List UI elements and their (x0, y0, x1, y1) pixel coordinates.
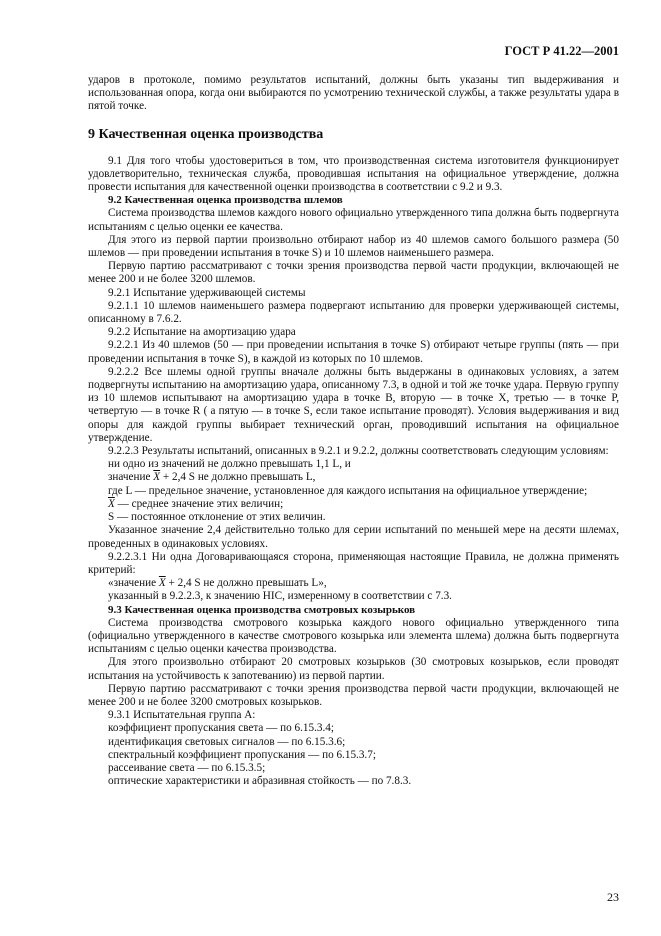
list-item: оптические характеристики и абразивная стойкость — по 7.8.3. (108, 775, 412, 788)
note-2-4: Указанное значение 2,4 действительно только для серии испытаний по меньшей мере на десяти шлемах, проведенных в одинаковых условиях. (88, 524, 619, 550)
page-header: ГОСТ Р 41.22—2001 (504, 44, 619, 58)
paragraph-9-2-c: Первую партию рассматривают с точки зрения производства первой части продукции, включающей не менее 200 и не более 3200 шлемов. (88, 260, 619, 286)
where-l: где L — предельное значение, установленное для каждого испытания на официальное утверждение; (108, 484, 588, 497)
x-bar-symbol: $\overline{X}$ (158, 577, 166, 590)
paragraph-9-2-2-1: 9.2.2.1 Из 40 шлемов (50 — при проведении испытания в точке S) отбирают четыре группы (пять — при проведении испытания в точке S), в каждой из которых по 10 шлемов. (88, 339, 619, 365)
paragraph-9-2-2: 9.2.2 Испытание на амортизацию удара (108, 326, 296, 339)
heading-9-3: 9.3 Качественная оценка производства смотровых козырьков (108, 603, 416, 616)
section-9-heading: 9 Качественная оценка производства (88, 126, 324, 142)
paragraph-9-3-a: Система производства смотрового козырька каждого нового официально утвержденного типа (официально утвержденного в качестве смотрового козырька или элемента шлема) должна быть подвергнута испытаниям с целью оценки качества производства. (88, 616, 619, 656)
paragraph-9-3-c: Первую партию рассматривают с точки зрения производства первой части продукции, включающей не менее 200 и не более 3200 смотровых козырьков. (88, 682, 619, 708)
paragraph-9-2-2-3: 9.2.2.3 Результаты испытаний, описанных в 9.2.1 и 9.2.2, должны соответствовать следующим условиям: (108, 445, 609, 458)
paragraph-9-2-1-1: 9.2.1.1 10 шлемов наименьшего размера подвергают испытанию для проверки удерживающей системы, описанному в 7.6.2. (88, 299, 619, 326)
list-item: спектральный коэффициент пропускания — по 6.15.3.7; (108, 748, 376, 761)
criterion: «значение $\overline{X} + 2,4$ S не должно превышать L», (108, 577, 327, 590)
list-item: идентификация световых сигналов — по 6.15.3.6; (108, 735, 346, 748)
where-s: S — постоянное отклонение от этих величин. (108, 511, 326, 524)
list-item: рассеивание света — по 6.15.3.5; (108, 761, 266, 774)
list-item: коэффициент пропускания света — по 6.15.3.4; (108, 722, 334, 735)
paragraph-9-1: 9.1 Для того чтобы удостовериться в том, что производственная система изготовителя функционирует удовлетворительно, техническая служба, проводившая испытания на официальное утверждение, должна провести испытания для качественной оценки производства в соответствии с 9.2 и 9.3. (88, 154, 619, 194)
paragraph-9-2-b: Для этого из первой партии произвольно отбирают набор из 40 шлемов самого большого размера (50 шлемов — при проведении испытания в точке S) и 10 шлемов наименьшего размера. (88, 233, 619, 260)
heading-9-2: 9.2 Качественная оценка производства шлемов (108, 194, 343, 207)
paragraph-9-2-a: Система производства шлемов каждого нового официально утвержденного типа должна быть подвергнута испытаниям с целью оценки ее качества. (88, 207, 619, 233)
criterion-reference: указанный в 9.2.2.3, к значению HIC, измеренному в соответствии с 7.3. (108, 590, 452, 603)
paragraph-9-3-b: Для этого произвольно отбирают 20 смотровых козырьков (30 смотровых козырьков, если проводят испытания на устойчивость к запотеванию) из первой партии. (88, 656, 619, 682)
x-bar-symbol: $\overline{X}$ (153, 471, 161, 484)
paragraph-9-2-2-3-1: 9.2.2.3.1 Ни одна Договаривающаяся сторона, применяющая настоящие Правила, не должна применять критерий: (88, 550, 619, 576)
x-bar-symbol: $\overline{X}$ (108, 497, 115, 510)
page-body (88, 74, 619, 788)
paragraph-9-3-1: 9.3.1 Испытательная группа А: (108, 709, 256, 722)
intro-paragraph: ударов в протоколе, помимо результатов испытаний, должны быть указаны тип выдерживания и использованная опора, когда они выбираются по усмотрению технической службы, а также результаты удара в пятой точке. (88, 74, 619, 113)
condition-1: ни одно из значений не должно превышать 1,1 L, и (108, 458, 351, 471)
where-x: $\overline{X}$ — среднее значение этих величин; (108, 497, 284, 510)
paragraph-9-2-2-2: 9.2.2.2 Все шлемы одной группы вначале должны быть выдержаны в одинаковых условиях, а затем подвергнуты испытанию на амортизацию удара, описанному 7.3, в одной и той же точке удара. Первую группу из 10 шлемов испытывают на амортизацию удара в точке В, вторую — в точке X, третью — в точке Р, четвертую — в точке R ( а пятую — в точке S, если такое испытание проводят). Условия выдерживания и вид опоры для каждой группы выбирает технический орган, проводивший испытания на официальное утверждение. (88, 365, 619, 444)
condition-2: значение $\overline{X} + 2,4$ S не должно превышать L, (108, 471, 316, 484)
paragraph-9-2-1: 9.2.1 Испытание удерживающей системы (108, 286, 306, 299)
page-number: 23 (607, 890, 619, 904)
